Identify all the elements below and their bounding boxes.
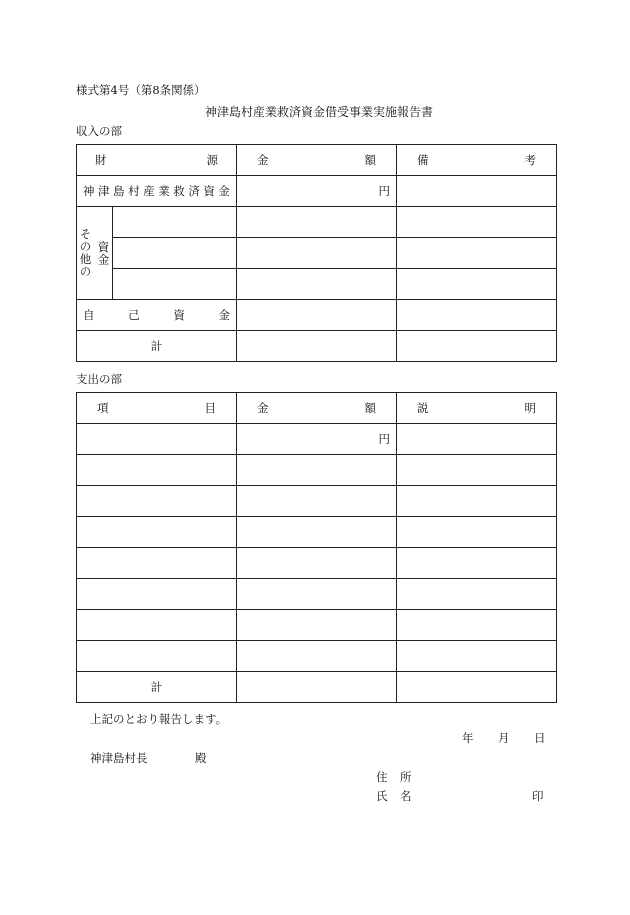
seal-mark: 印 — [532, 789, 544, 803]
other-funds-amount — [237, 207, 397, 238]
date-month: 月 — [498, 731, 510, 745]
header-item — [77, 393, 237, 424]
expense-section-heading: 支出の部 — [76, 372, 122, 386]
expense-amount — [237, 610, 397, 641]
expense-total-description — [397, 672, 557, 703]
header-source — [77, 145, 237, 176]
expense-item — [77, 548, 237, 579]
expense-table — [76, 392, 557, 703]
header-amount-char: 金 — [257, 401, 269, 415]
village-fund-label — [77, 176, 237, 207]
label-char: 自 — [83, 308, 95, 322]
label-char: 救 — [173, 184, 185, 198]
expense-item — [77, 517, 237, 548]
expense-description — [397, 641, 557, 672]
report-statement: 上記のとおり報告します。 — [90, 712, 228, 726]
income-row-total — [77, 331, 557, 362]
income-row-other-2 — [77, 238, 557, 269]
expense-description — [397, 548, 557, 579]
header-description-char: 説 — [417, 401, 429, 415]
label-char: 金 — [218, 308, 230, 322]
addressee: 神津島村長 — [90, 751, 148, 765]
label-char: 資 — [203, 184, 215, 198]
expense-item — [77, 455, 237, 486]
name-label-char: 氏 — [376, 789, 388, 803]
other-funds-remarks — [397, 269, 557, 300]
label-char: 産 — [143, 184, 155, 198]
expense-amount — [237, 455, 397, 486]
label-char: 島 — [113, 184, 125, 198]
label-char: 済 — [188, 184, 200, 198]
other-funds-label-col2: 資金 — [96, 240, 111, 266]
header-remarks — [397, 145, 557, 176]
expense-item — [77, 641, 237, 672]
income-row-village-fund — [77, 176, 557, 207]
other-funds-item — [113, 238, 237, 269]
other-funds-item — [113, 269, 237, 300]
other-funds-label-col1: その他の — [78, 228, 93, 278]
addressee-honorific: 殿 — [195, 751, 207, 765]
header-description-char: 明 — [524, 401, 536, 415]
income-row-own-funds — [77, 300, 557, 331]
header-description — [397, 393, 557, 424]
expense-header-row — [77, 393, 557, 424]
expense-row — [77, 548, 557, 579]
village-fund-amount-unit: 円 — [237, 176, 397, 207]
header-item-char: 目 — [204, 401, 216, 415]
expense-item — [77, 486, 237, 517]
expense-description — [397, 455, 557, 486]
header-remarks-char: 考 — [524, 153, 536, 167]
other-funds-remarks — [397, 238, 557, 269]
header-amount — [237, 145, 397, 176]
expense-description — [397, 579, 557, 610]
label-char: 業 — [158, 184, 170, 198]
header-source-char: 財 — [95, 153, 107, 167]
expense-amount — [237, 579, 397, 610]
header-amount-char: 金 — [257, 153, 269, 167]
income-total-amount — [237, 331, 397, 362]
expense-amount — [237, 517, 397, 548]
header-amount-char: 額 — [364, 153, 376, 167]
income-total-remarks — [397, 331, 557, 362]
expense-description — [397, 610, 557, 641]
expense-item — [77, 579, 237, 610]
other-funds-item — [113, 207, 237, 238]
income-header-row — [77, 145, 557, 176]
label-char: 神 — [83, 184, 95, 198]
expense-item — [77, 610, 237, 641]
expense-row — [77, 486, 557, 517]
income-table — [76, 144, 557, 362]
own-funds-label — [77, 300, 237, 331]
expense-total-label: 計 — [77, 672, 237, 703]
other-funds-amount — [237, 269, 397, 300]
expense-row — [77, 455, 557, 486]
other-funds-label — [77, 207, 113, 300]
own-funds-remarks — [397, 300, 557, 331]
income-section-heading: 収入の部 — [76, 124, 122, 138]
label-char: 津 — [98, 184, 110, 198]
form-number: 様式第4号（第8条関係） — [76, 83, 206, 97]
expense-amount — [237, 548, 397, 579]
expense-row — [77, 517, 557, 548]
header-amount — [237, 393, 397, 424]
expense-item — [77, 424, 237, 455]
date-day: 日 — [534, 731, 546, 745]
header-source-char: 源 — [206, 153, 218, 167]
header-item-char: 項 — [97, 401, 109, 415]
income-total-label: 計 — [77, 331, 237, 362]
expense-amount — [237, 641, 397, 672]
expense-amount — [237, 486, 397, 517]
address-label-char: 所 — [400, 770, 412, 784]
income-row-other-1 — [77, 207, 557, 238]
own-funds-amount — [237, 300, 397, 331]
other-funds-remarks — [397, 207, 557, 238]
expense-row — [77, 641, 557, 672]
expense-description — [397, 517, 557, 548]
document-title: 神津島村産業救済資金借受事業実施報告書 — [205, 105, 434, 119]
expense-description — [397, 424, 557, 455]
income-row-other-3 — [77, 269, 557, 300]
name-label-char: 名 — [400, 789, 412, 803]
expense-row — [77, 610, 557, 641]
header-remarks-char: 備 — [417, 153, 429, 167]
expense-total-amount — [237, 672, 397, 703]
date-year: 年 — [462, 731, 474, 745]
expense-amount-unit: 円 — [237, 424, 397, 455]
expense-row — [77, 424, 557, 455]
label-char: 資 — [173, 308, 185, 322]
expense-row — [77, 579, 557, 610]
label-char: 村 — [128, 184, 140, 198]
other-funds-amount — [237, 238, 397, 269]
village-fund-remarks — [397, 176, 557, 207]
label-char: 己 — [128, 308, 140, 322]
expense-row-total — [77, 672, 557, 703]
address-label-char: 住 — [376, 770, 388, 784]
header-amount-char: 額 — [364, 401, 376, 415]
label-char: 金 — [218, 184, 230, 198]
expense-description — [397, 486, 557, 517]
